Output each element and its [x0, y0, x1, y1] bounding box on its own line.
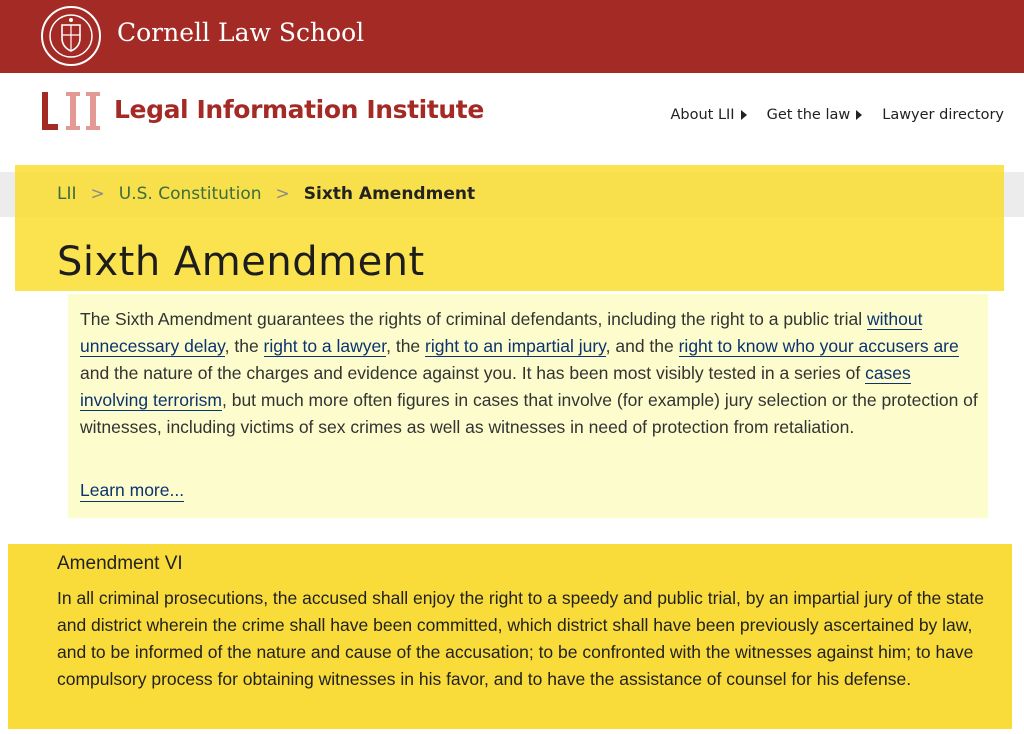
summary-box	[68, 294, 988, 518]
learn-more-link[interactable]: Learn more...	[80, 480, 185, 500]
summary-text-part: , and the	[605, 336, 679, 356]
summary-text-part: , but much more often figures in cases that involve (for example) jury selection or the protection of witnesses, including victims of sex crimes as well as witnesses in need of protection from retaliation.	[80, 390, 978, 437]
page-title: Sixth Amendment	[57, 239, 425, 285]
triangle-right-icon	[856, 110, 862, 120]
nav-lawyer-directory[interactable]	[882, 107, 1004, 123]
cornell-header-bar	[0, 0, 1024, 73]
link-right-to-an-impartial-jury[interactable]: right to an impartial jury	[425, 336, 606, 356]
lii-logo-icon[interactable]	[40, 90, 106, 132]
summary-text	[80, 306, 980, 441]
breadcrumb-lii[interactable]: LII	[57, 184, 77, 204]
breadcrumb-us-constitution[interactable]: U.S. Constitution	[118, 184, 262, 204]
triangle-right-icon	[741, 110, 747, 120]
cornell-law-school-name[interactable]: Cornell Law School	[117, 18, 365, 47]
breadcrumb-current: Sixth Amendment	[303, 184, 476, 204]
summary-text-part: The Sixth Amendment guarantees the rights of criminal defendants, including the right to a public trial	[80, 309, 867, 329]
link-right-to-a-lawyer[interactable]: right to a lawyer	[263, 336, 387, 356]
summary-text-part: , the	[224, 336, 264, 356]
lii-name[interactable]: Legal Information Institute	[114, 95, 484, 124]
nav-lawyer-directory-label: Lawyer directory	[882, 107, 1004, 123]
top-navigation	[670, 107, 1004, 123]
nav-get-the-law[interactable]	[767, 107, 863, 123]
nav-get-the-law-label: Get the law	[766, 107, 851, 123]
lii-header	[0, 73, 1024, 163]
amendment-section	[8, 544, 1012, 729]
breadcrumb	[57, 184, 475, 204]
amendment-heading: Amendment VI	[57, 553, 183, 574]
link-without-unnecessary-delay[interactable]: without unnecessary delay	[80, 309, 923, 356]
nav-about-lii[interactable]	[670, 107, 746, 123]
cornell-seal-icon[interactable]	[40, 5, 102, 67]
link-cases-involving-terrorism[interactable]: cases involving terrorism	[80, 363, 911, 410]
summary-text-part: and the nature of the charges and evidence against you. It has been most visibly tested in a series of	[80, 363, 866, 383]
nav-about-lii-label: About LII	[670, 107, 735, 123]
summary-text-part: , the	[386, 336, 426, 356]
amendment-text: In all criminal prosecutions, the accused shall enjoy the right to a speedy and public trial, by an impartial jury of the state and district wherein the crime shall have been committed, which district shall have been previously ascertained by law, and to be informed of the nature and cause of the accusation; to be confronted with the witnesses against him; to have compulsory process for obtaining witnesses in his favor, and to have the assistance of counsel for his defense.	[57, 588, 985, 689]
breadcrumb-separator: >	[90, 184, 105, 204]
breadcrumb-separator: >	[275, 184, 290, 204]
link-right-to-know-accusers[interactable]: right to know who your accusers are	[678, 336, 959, 356]
